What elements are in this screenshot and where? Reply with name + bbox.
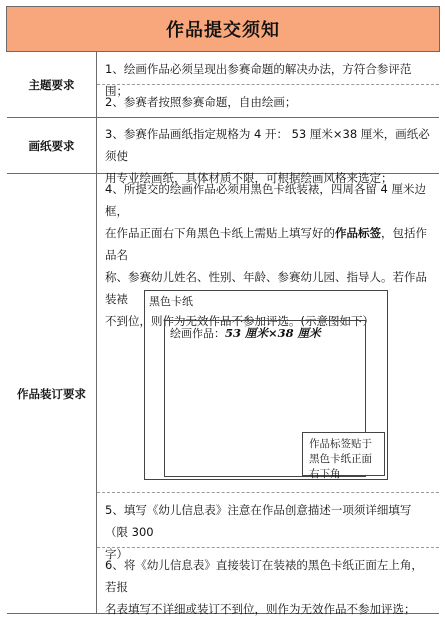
item5-line-2: 字） (105, 547, 128, 561)
label-keyword: 作品标签 (335, 226, 381, 240)
artwork-box (164, 320, 372, 480)
paper-item-3 (97, 118, 439, 185)
mounting-item-6 (97, 548, 439, 614)
item4-line-1: 4、所提交的绘画作品必须用黑色卡纸装裱，四周各留 4 厘米边框， (105, 182, 426, 218)
item4-line-2: 在作品正面右下角黑色卡纸上需贴上填写好的作品标签，包括作品名 (105, 226, 427, 262)
item6-line-2: 名表填写不详细或装订不到位，则作为无效作品不参加评选； (105, 602, 416, 616)
item5-line-1: 5、填写《幼儿信息表》注意在作品创意描述一项须详细填写（限 300 (105, 503, 412, 539)
label-placement-box: 作品标签贴于黑色卡纸正面右下角 (302, 432, 385, 476)
row-label-mounting: 作品装订要求 (7, 174, 97, 614)
theme-item-1: 1、绘画作品必须呈现出参赛命题的解决办法，方符合参评范围； (97, 52, 439, 85)
page-title: 作品提交须知 (6, 6, 440, 52)
theme-item-2: 2、参赛者按照参赛命题，自由绘画； (97, 85, 439, 118)
item4-line-3: 称、参赛幼儿姓名、性别、年龄、参赛幼儿园、指导人。若作品装裱 (105, 270, 427, 306)
mounting-item-5 (97, 493, 439, 561)
artwork-size: 53 厘米×38 厘米 (225, 326, 321, 340)
item6-line-1: 6、将《幼儿信息表》直接装订在装裱的黑色卡纸正面左上角，若报 (105, 558, 423, 594)
black-card-diagram (144, 290, 388, 480)
black-card-label: 黑色卡纸 (149, 295, 193, 308)
row-label-theme: 主题要求 (7, 52, 97, 118)
paper-line-1: 3、参赛作品画纸指定规格为 4 开： 53 厘米×38 厘米，画纸必须使 (105, 127, 430, 163)
artwork-label: 绘画作品：53 厘米×38 厘米 (170, 326, 321, 340)
item4-line-4: 不到位，则作为无效作品不参加评选。(示意图如下） (105, 314, 374, 328)
row-label-paper: 画纸要求 (7, 118, 97, 174)
paper-line-2: 用专业绘画纸，具体材质不限，可根据绘画风格来选定； (105, 171, 393, 185)
